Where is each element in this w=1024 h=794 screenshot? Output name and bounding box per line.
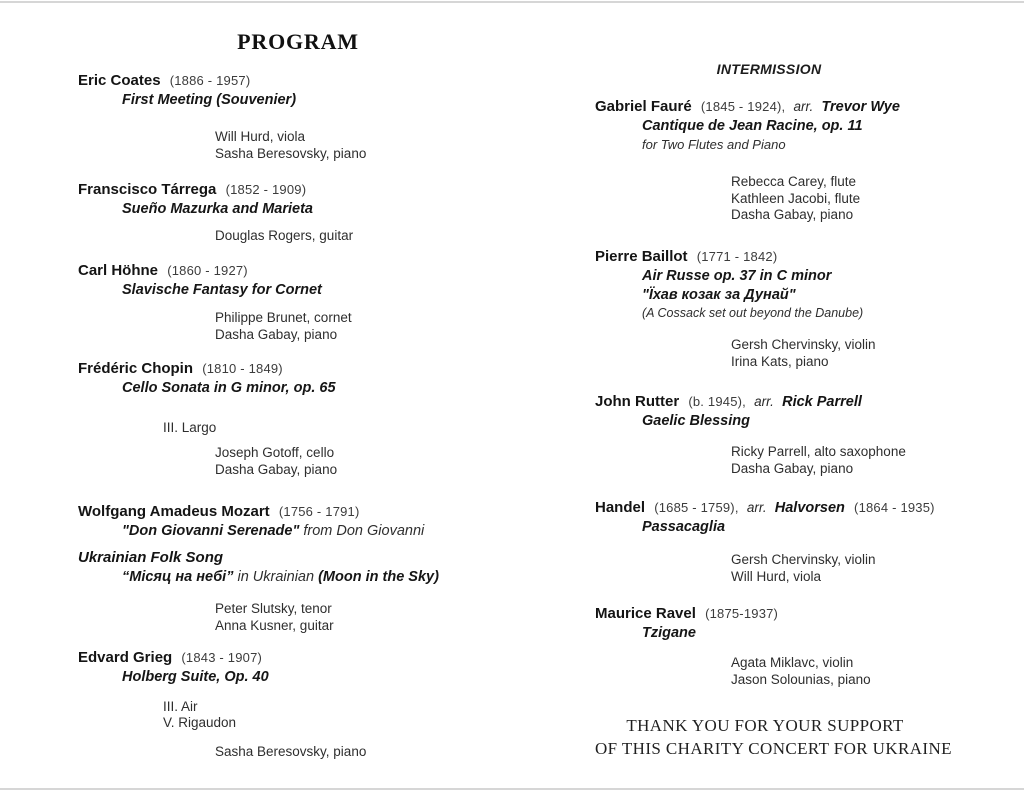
performer-item: Will Hurd, viola (731, 568, 822, 584)
performers-group (595, 655, 1023, 688)
composer-name: Carl Höhne (78, 262, 159, 279)
piece-title: Gaelic Blessing (642, 413, 750, 429)
performer-item: Dasha Gabay, piano (215, 461, 338, 477)
composer-dates: (1845 - 1924), (700, 99, 786, 114)
composer-dates: (b. 1945), (688, 394, 746, 409)
performer-item: Will Hurd, viola (215, 129, 306, 144)
performer-item: Peter Slutsky, tenor (215, 601, 332, 616)
composer-dates: (1875-1937) (705, 606, 779, 621)
composer-name: Maurice Ravel (595, 605, 696, 622)
performer-item: Joseph Gotoff, cello (215, 445, 335, 460)
program-entry (595, 97, 1023, 224)
piece-title-main: “Місяц на небі” (122, 569, 234, 585)
performer-item: Kathleen Jacobi, flute (731, 190, 861, 206)
piece-title-suffix: in Ukrainian (233, 569, 319, 585)
arranger-label: arr. (793, 99, 814, 114)
performers-group (78, 228, 558, 245)
composer-line (595, 392, 1023, 412)
piece-title-suffix: from Don Giovanni (299, 523, 425, 539)
piece-title (78, 522, 558, 541)
composer-name: Handel (595, 499, 646, 516)
page-bottom-edge (0, 788, 1024, 790)
piece-title: Cello Sonata in G minor, op. 65 (122, 380, 336, 396)
composer-line (595, 498, 1023, 518)
piece-title: Cantique de Jean Racine, op. 11 (642, 118, 863, 134)
composer-line (78, 502, 558, 522)
program-entry (595, 392, 1023, 477)
arranger-name: Trevor Wye (821, 99, 900, 115)
piece-title-main: "Don Giovanni Serenade" (122, 523, 300, 539)
composer-dates: (1810 - 1849) (202, 361, 283, 376)
program-entry (78, 548, 558, 634)
piece-title: Air Russe op. 37 in C minor (642, 268, 832, 284)
thanks-line-2: OF THIS CHARITY CONCERT FOR UKRAINE (595, 739, 952, 758)
piece-title-cyrillic: "Їхав козак за Дунай" (642, 287, 796, 303)
composer-name: Edvard Grieg (78, 649, 173, 666)
piece-title: Tzigane (642, 625, 696, 641)
program-entry (78, 502, 558, 541)
program-entry (78, 648, 558, 761)
performers-group (78, 310, 558, 343)
program-entry (78, 261, 558, 343)
performer-item: Anna Kusner, guitar (215, 617, 334, 633)
composer-line (78, 359, 558, 379)
movement-item: III. Air (163, 699, 198, 714)
performers-group (595, 337, 1023, 370)
performer-item: Sasha Beresovsky, piano (215, 744, 367, 759)
performer-item: Sasha Beresovsky, piano (215, 145, 367, 161)
composer-name: Wolfgang Amadeus Mozart (78, 503, 270, 520)
program-entry (595, 498, 1023, 585)
arranger-dates: (1864 - 1935) (854, 500, 935, 515)
performer-item: Rebecca Carey, flute (731, 174, 857, 189)
piece-title: Slavische Fantasy for Cornet (122, 282, 322, 298)
piece-title: First Meeting (Souvenier) (122, 92, 297, 108)
performers-group (595, 174, 1023, 224)
composer-line (78, 180, 558, 200)
performer-item: Agata Miklavc, violin (731, 655, 854, 670)
thanks-line-1: THANK YOU FOR YOUR SUPPORT (626, 716, 904, 735)
performers-group (595, 552, 1023, 585)
performers-group (78, 744, 558, 761)
composer-line (78, 261, 558, 281)
arranger-name: Rick Parrell (782, 394, 862, 410)
composer-name: Eric Coates (78, 72, 161, 89)
composer-line (78, 548, 558, 568)
composer-dates: (1886 - 1957) (169, 73, 251, 88)
movement-item: III. Largo (163, 420, 217, 435)
piece-title: Sueño Mazurka and Marieta (122, 201, 313, 217)
movements-group (78, 699, 558, 731)
performer-item: Ricky Parrell, alto saxophone (731, 444, 906, 459)
piece-title (78, 568, 558, 587)
movement-item: V. Rigaudon (163, 715, 237, 730)
page-title: PROGRAM (237, 29, 359, 54)
performer-item: Dasha Gabay, piano (731, 460, 854, 476)
piece-title-translation: (Moon in the Sky) (318, 569, 439, 585)
performer-item: Philippe Brunet, cornet (215, 310, 352, 325)
program-entry (78, 71, 558, 162)
performers-group (78, 601, 558, 634)
composer-line (595, 97, 1023, 117)
program-entry (78, 180, 558, 245)
program-entry (78, 359, 558, 478)
piece-title: Passacaglia (642, 519, 726, 535)
performer-item: Gersh Chervinsky, violin (731, 552, 876, 567)
composer-line (595, 604, 1023, 624)
performer-item: Gersh Chervinsky, violin (731, 337, 876, 352)
composer-line (78, 71, 558, 91)
composer-line (595, 247, 1023, 267)
performers-group (78, 445, 558, 478)
piece-title: Holberg Suite, Op. 40 (122, 669, 269, 685)
composer-name: Gabriel Fauré (595, 98, 692, 115)
composer-name: Frédéric Chopin (78, 360, 194, 377)
composer-name: John Rutter (595, 393, 680, 410)
composer-name: Ukrainian Folk Song (78, 549, 224, 566)
composer-line (78, 648, 558, 668)
performer-item: Douglas Rogers, guitar (215, 228, 354, 243)
arranger-name: Halvorsen (774, 500, 845, 516)
intermission-label: INTERMISSION (716, 61, 822, 77)
performers-group (78, 129, 558, 162)
performers-group (595, 444, 1023, 477)
performer-item: Dasha Gabay, piano (215, 326, 338, 342)
composer-dates: (1852 - 1909) (225, 182, 307, 197)
composer-name: Franscisco Tárrega (78, 181, 217, 198)
piece-subtitle: (A Cossack set out beyond the Danube) (642, 306, 864, 320)
performer-item: Dasha Gabay, piano (731, 207, 854, 222)
composer-dates: (1843 - 1907) (181, 650, 263, 665)
program-entry (595, 604, 1023, 688)
movements-group (78, 420, 558, 436)
composer-dates: (1756 - 1791) (278, 504, 360, 519)
arranger-label: arr. (746, 500, 767, 515)
composer-dates: (1771 - 1842) (696, 249, 778, 264)
composer-dates: (1860 - 1927) (167, 263, 248, 278)
performer-item: Jason Solounias, piano (731, 671, 871, 687)
composer-name: Pierre Baillot (595, 248, 688, 265)
arranger-label: arr. (754, 394, 774, 409)
thanks-message (595, 714, 952, 760)
page-top-edge (0, 1, 1024, 3)
program-entry (595, 247, 1023, 370)
performer-item: Irina Kats, piano (731, 353, 829, 369)
composer-dates: (1685 - 1759), (654, 500, 739, 515)
piece-subtitle: for Two Flutes and Piano (642, 137, 786, 152)
